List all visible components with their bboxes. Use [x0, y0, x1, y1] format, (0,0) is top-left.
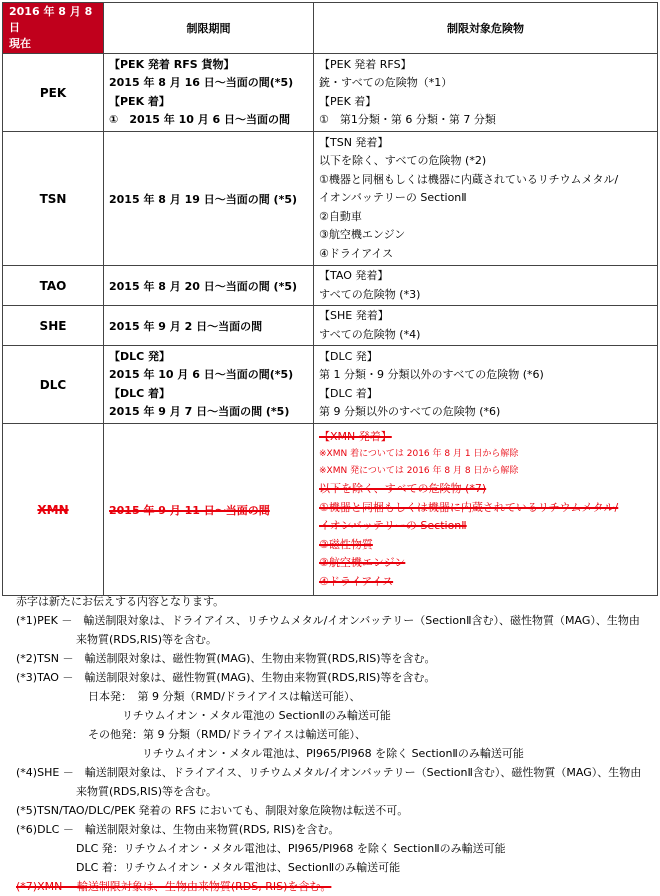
table-row-she — [3, 306, 658, 346]
target-line: ②自動車 — [319, 209, 362, 223]
footnote-4-cont: 来物質(RDS,RIS)等を含む。 — [76, 785, 218, 798]
airport-code: DLC — [3, 346, 104, 424]
target-cell — [314, 424, 658, 596]
target-line: ②磁性物質 — [319, 537, 373, 551]
footnote-5: (*5)TSN/TAO/DLC/PEK 発着の RFS においても、制限対象危険物は転送不可。 — [16, 804, 409, 817]
target-line: 第 9 分類以外のすべての危険物 (*6) — [319, 405, 501, 418]
target-line: すべての危険物 (*4) — [319, 327, 421, 341]
target-line: ① 第1分類・第 6 分類・第 7 分類 — [319, 113, 496, 126]
footnotes — [16, 592, 656, 896]
airport-code: PEK — [3, 54, 104, 132]
target-line: 以下を除く、すべての危険物 (*7) — [319, 482, 487, 496]
period-cell: 2015 年 9 月 11 日～当面の間 — [104, 424, 314, 596]
target-line: 【DLC 着】 — [319, 386, 378, 400]
target-line: 【TAO 発着】 — [319, 269, 389, 282]
period-cell: 2015 年 9 月 2 日～当面の間 — [104, 306, 314, 346]
release-note: ※XMN 着については 2016 年 8 月 1 日から解除 — [319, 449, 519, 460]
table-row-xmn — [3, 424, 658, 596]
target-line: ④ドライアイス — [319, 246, 394, 260]
target-line: ①機器と同梱もしくは機器に内蔵されているリチウムメタル/ — [319, 500, 619, 514]
table-row-pek — [3, 54, 658, 132]
target-header: 制限対象危険物 — [314, 3, 658, 54]
target-line: 第 1 分類・9 分類以外のすべての危険物 (*6) — [319, 368, 544, 381]
header-row — [3, 3, 658, 54]
airport-code: TAO — [3, 266, 104, 306]
target-line: イオンバッテリーの SectionⅡ — [319, 191, 467, 205]
period-cell: 2015 年 8 月 19 日～当面の間 (*5) — [104, 132, 314, 266]
target-line: ③航空機エンジン — [319, 556, 406, 570]
footnote-4: (*4)SHE － 輸送制限対象は、ドライアイス、リチウムメタル/イオンバッテリー（SectionⅡ含む）、磁性物質（MAG）、生物由 — [16, 766, 642, 779]
target-line: ①機器と同梱もしくは機器に内蔵されているリチウムメタル/ — [319, 172, 619, 186]
airport-code: SHE — [3, 306, 104, 346]
target-line: イオンバッテリーの SectionⅡ — [319, 519, 467, 533]
period-line: 【PEK 発着 RFS 貨物】 — [109, 57, 235, 71]
footnote-7: (*7)XMN －輸送制限対象は、生物由来物質(RDS, RIS)を含む。 — [16, 880, 332, 893]
period-header: 制限期間 — [104, 3, 314, 54]
footnote-6: (*6)DLC － 輸送制限対象は、生物由来物質(RDS, RIS)を含む。 — [16, 823, 340, 836]
footnote-6-sub: DLC 発：リチウムイオン・メタル電池は、PI965/PI968 を除く SectionⅡのみ輸送可能 — [76, 842, 506, 855]
target-cell — [314, 54, 658, 132]
target-line: ③航空機エンジン — [319, 228, 406, 242]
period-cell — [104, 346, 314, 424]
period-line: ① 2015 年 10 月 6 日～当面の間 — [109, 113, 291, 126]
period-line: 【DLC 着】 — [109, 386, 171, 400]
table-row-dlc — [3, 346, 658, 424]
footnote-1: (*1)PEK － 輸送制限対象は、ドライアイス、リチウムメタル/イオンバッテリー（SectionⅡ含む）、磁性物質（MAG）、生物由 — [16, 614, 640, 627]
target-line: 【XMN 発着】 — [319, 429, 392, 443]
period-line: 2015 年 8 月 16 日～当面の間(*5) — [109, 76, 294, 89]
airport-code: TSN — [3, 132, 104, 266]
as-of-date: 2016 年 8 月 8 日 — [9, 5, 93, 34]
table-row-tao — [3, 266, 658, 306]
footnote-3-sub: その他発：第 9 分類（RMD/ドライアイスは輸送可能）、 — [88, 728, 367, 741]
as-of-date-header — [3, 3, 104, 54]
target-line: 【DLC 発】 — [319, 349, 378, 363]
footnote-3-sub: リチウムイオン・メタル電池は、PI965/PI968 を除く SectionⅡのみ輸送可能 — [142, 747, 524, 760]
target-cell — [314, 132, 658, 266]
intro-note: 赤字は新たにお伝えする内容となります。 — [16, 595, 225, 608]
footnote-3-sub: 日本発： 第 9 分類（RMD/ドライアイスは輸送可能）、 — [88, 690, 361, 703]
target-line: 【SHE 発着】 — [319, 309, 389, 322]
period-cell: 2015 年 8 月 20 日～当面の間 (*5) — [104, 266, 314, 306]
period-line: 2015 年 10 月 6 日～当面の間(*5) — [109, 368, 294, 381]
footnote-3-sub: リチウムイオン・メタル電池の SectionⅡのみ輸送可能 — [122, 709, 391, 722]
target-cell — [314, 346, 658, 424]
target-line: ④ドライアイス — [319, 574, 394, 588]
target-cell — [314, 306, 658, 346]
target-line: 銃・すべての危険物（*1） — [319, 76, 453, 89]
period-cell — [104, 54, 314, 132]
target-line: 【TSN 発着】 — [319, 135, 389, 149]
target-cell — [314, 266, 658, 306]
period-line: 【PEK 着】 — [109, 94, 170, 108]
table-row-tsn — [3, 132, 658, 266]
target-line: 【PEK 発着 RFS】 — [319, 57, 412, 71]
footnote-6-sub: DLC 着：リチウムイオン・メタル電池は、SectionⅡのみ輸送可能 — [76, 861, 401, 874]
period-line: 【DLC 発】 — [109, 349, 171, 363]
airport-code: XMN — [3, 424, 104, 596]
release-note: ※XMN 発については 2016 年 8 月 8 日から解除 — [319, 466, 519, 477]
footnote-2: (*2)TSN － 輸送制限対象は、磁性物質(MAG)、生物由来物質(RDS,RIS)等を含む。 — [16, 652, 436, 665]
restriction-table — [2, 2, 658, 596]
target-line: 以下を除く、すべての危険物 (*2) — [319, 154, 487, 168]
period-line: 2015 年 9 月 7 日～当面の間 (*5) — [109, 405, 290, 418]
target-line: すべての危険物 (*3) — [319, 287, 421, 301]
footnote-1-cont: 来物質(RDS,RIS)等を含む。 — [76, 633, 218, 646]
footnote-3: (*3)TAO － 輸送制限対象は、磁性物質(MAG)、生物由来物質(RDS,RIS)等を含む。 — [16, 671, 436, 684]
target-line: 【PEK 着】 — [319, 94, 377, 108]
as-of-label: 現在 — [9, 37, 31, 50]
